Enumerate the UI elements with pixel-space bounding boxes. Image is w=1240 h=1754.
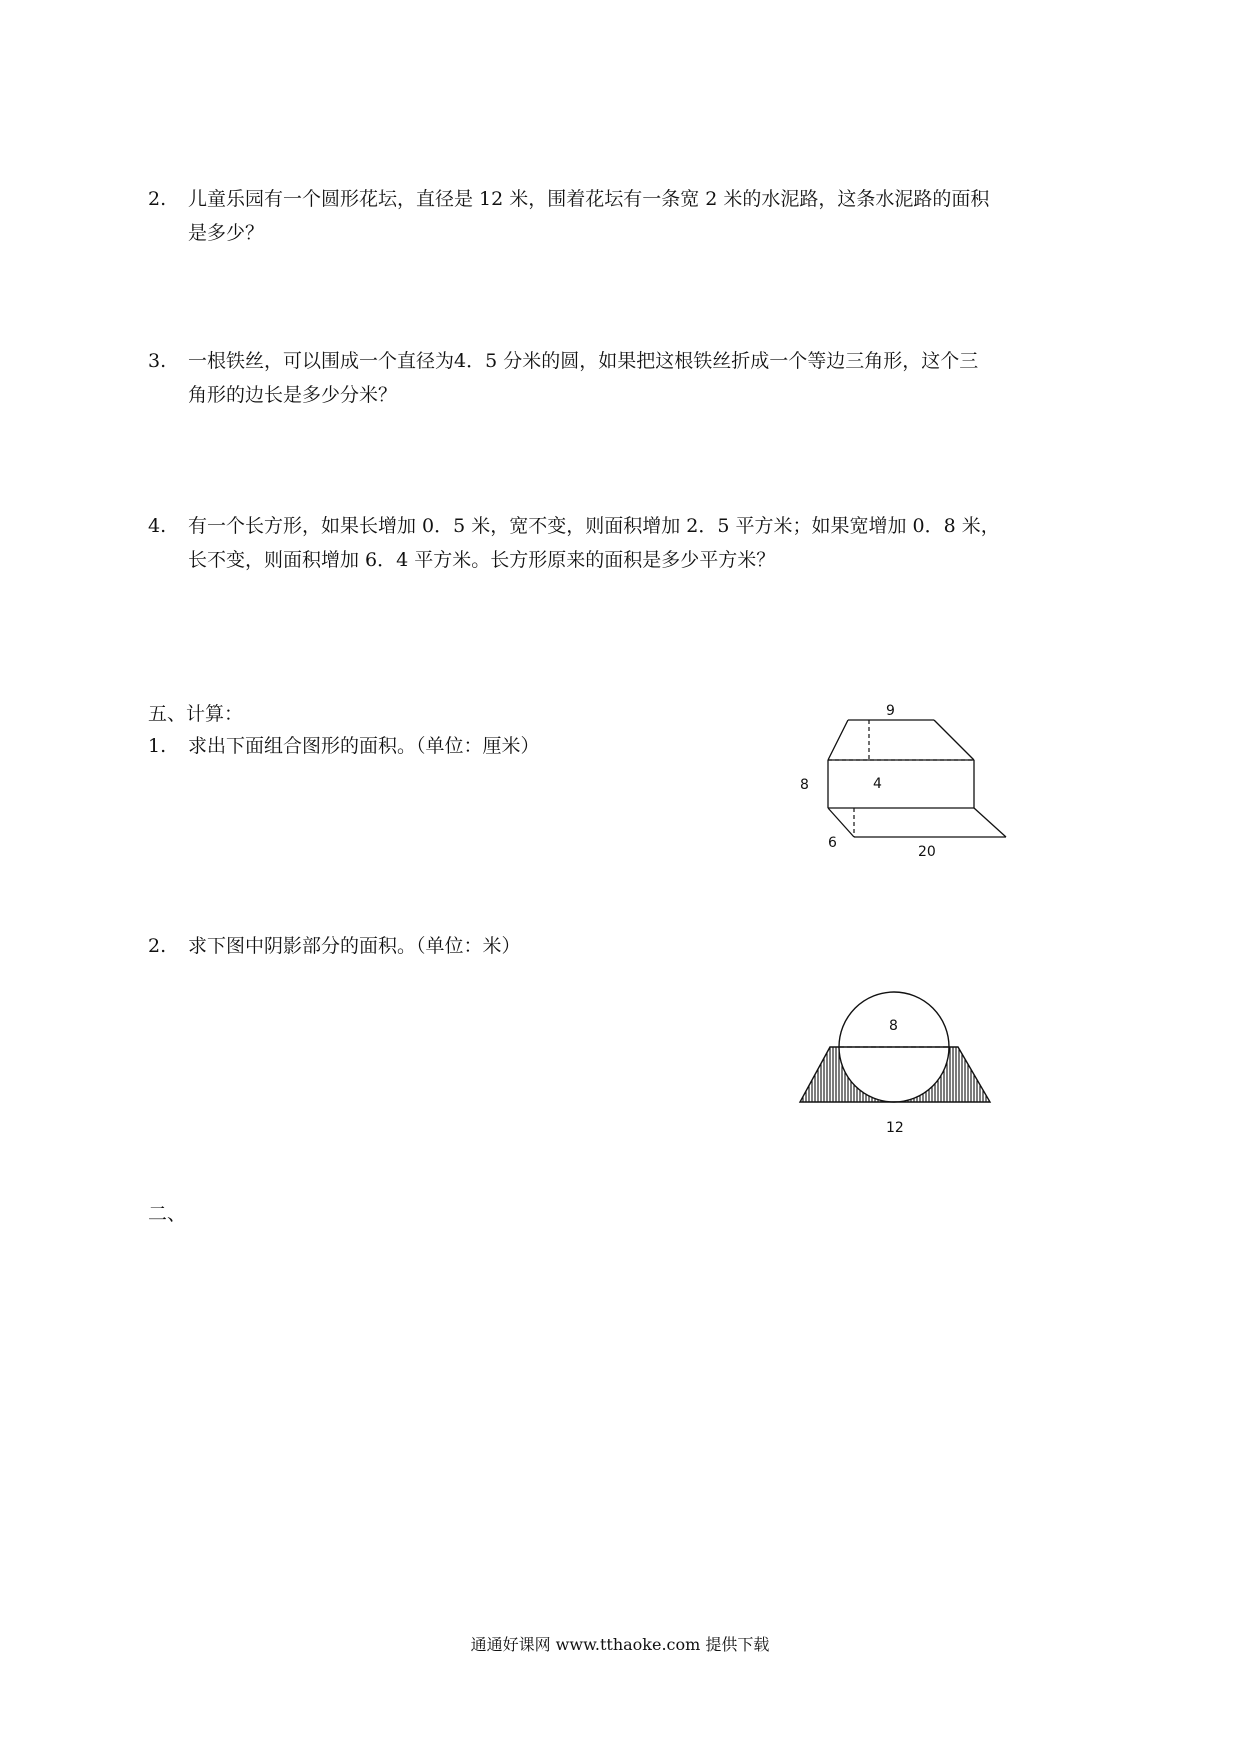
label-bottom: 20 [918,844,936,860]
problem-text-line1: 有一个长方形，如果长增加 0．5 米，宽不变，则面积增加 2．5 平方米；如果宽增加 0．8 米， [188,515,1000,537]
problem-number: 2. [148,188,167,210]
trapezoid-left-edge [828,720,848,760]
composite-figure [780,700,1020,870]
label-base: 12 [886,1120,904,1136]
parallelogram-left-edge [828,808,854,837]
page-footer: 通通好课网 www.tthaoke.com 提供下载 [470,1635,770,1654]
problem-text-line2: 长不变，则面积增加 6．4 平方米。长方形原来的面积是多少平方米？ [188,549,776,571]
label-top: 9 [886,703,895,719]
label-diameter: 8 [889,1018,898,1034]
label-inner: 4 [873,776,882,792]
label-height: 8 [800,777,809,793]
problem-text-line2: 角形的边长是多少分米？ [188,384,398,406]
label-bottom-left: 6 [828,835,837,851]
shaded-figure [790,980,1010,1150]
question-text: 求出下面组合图形的面积。（单位：厘米） [188,735,540,757]
problem-text-line1: 儿童乐园有一个圆形花坛，直径是 12 米，围着花坛有一条宽 2 米的水泥路，这条水泥路的面积 [188,188,990,210]
question-number: 2. [148,935,167,957]
problem-text-line2: 是多少？ [188,222,265,244]
problem-number: 4. [148,515,167,537]
problem-text-line1: 一根铁丝，可以围成一个直径为4．5 分米的圆，如果把这根铁丝折成一个等边三角形，这个三 [188,350,979,372]
section-heading: 二、 [148,1203,187,1225]
parallelogram-right-edge [974,808,1006,837]
section-heading: 五、计算： [148,703,244,725]
question-text: 求下图中阴影部分的面积。（单位：米） [188,935,521,957]
question-number: 1. [148,735,167,757]
trapezoid-right-edge [934,720,974,760]
problem-number: 3. [148,350,167,372]
